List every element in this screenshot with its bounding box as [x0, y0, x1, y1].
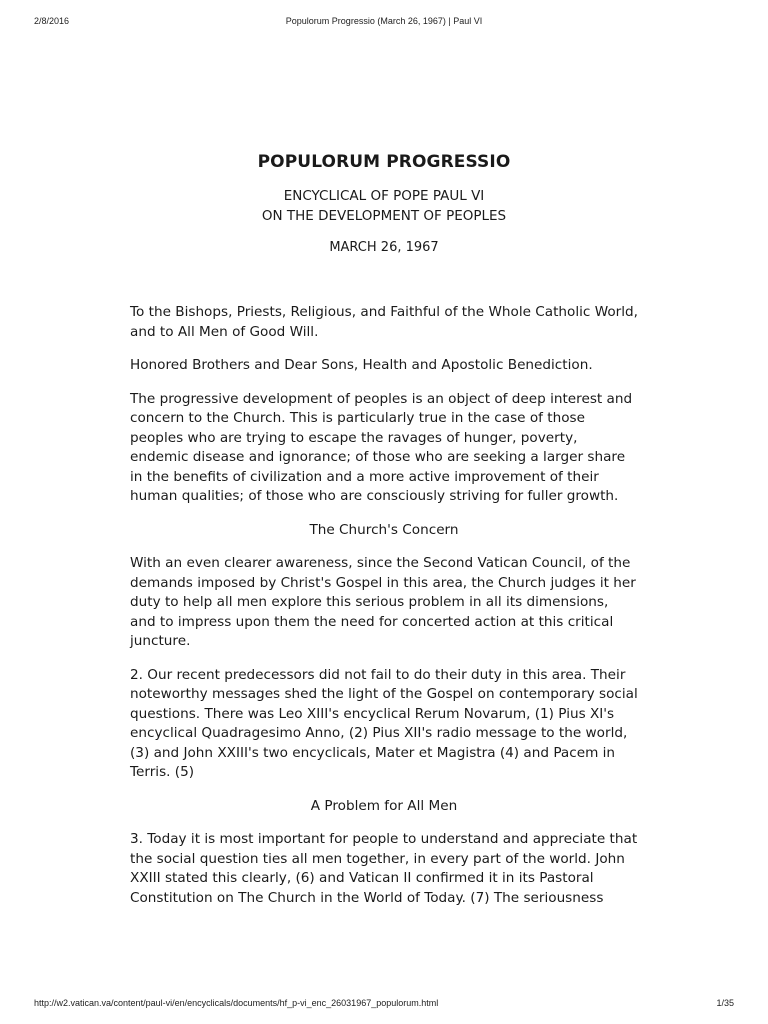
- print-page-title: Populorum Progressio (March 26, 1967) | Paul VI: [285, 16, 483, 26]
- address-paragraph: To the Bishops, Priests, Religious, and Faithful of the Whole Catholic World, and to All Men of Good Will.: [130, 304, 638, 340]
- print-header: [34, 16, 734, 30]
- print-url: http://w2.vatican.va/content/paul-vi/en/encyclicals/documents/hf_p-vi_enc_26031967_populorum.html: [34, 998, 439, 1008]
- greeting-paragraph: Honored Brothers and Dear Sons, Health and Apostolic Benediction.: [130, 357, 593, 373]
- print-date: 2/8/2016: [34, 16, 70, 26]
- paragraph-1: With an even clearer awareness, since the Second Vatican Council, of the demands imposed by Christ's Gospel in this area, the Church judges it her duty to help all men explore this serious problem in all its dimensions, and to impress upon them the need for concerted action at this critical juncture.: [130, 555, 636, 649]
- paragraph-2: 2. Our recent predecessors did not fail to do their duty in this area. Their noteworthy messages shed the light of the Gospel on contemporary social questions. There was Leo XIII's encyclical Rerum Novarum, (1) Pius XI's encyclical Quadragesimo Anno, (2) Pius XII's radio message to the world, (3) and John XXIII's two encyclicals, Mater et Magistra (4) and Pacem in Terris. (5): [130, 666, 638, 780]
- subtitle-line-2: ON THE DEVELOPMENT OF PEOPLES: [261, 208, 507, 224]
- paragraph-3: 3. Today it is most important for people to understand and appreciate that the social question ties all men together, in every part of the world. John XXIII stated this clearly, (6) and Vatican II confirmed it in its Pastoral Constitution on The Church in the World of Today. (7) The seriousness: [130, 831, 638, 906]
- intro-paragraph: The progressive development of peoples is an object of deep interest and concern to the Church. This is particularly true in the case of those peoples who are trying to escape the ravages of hunger, poverty, endemic disease and ignorance; of those who are seeking a larger share in the benefits of civilization and a more active improvement of their human qualities; of those who are consciously striving for fuller growth.: [130, 390, 633, 504]
- section-heading-problem-for-all-men: A Problem for All Men: [310, 797, 458, 814]
- page-number: 1/35: [716, 998, 734, 1008]
- document-date: MARCH 26, 1967: [329, 240, 439, 255]
- print-footer: [34, 998, 734, 1012]
- document-subtitle: [130, 186, 638, 226]
- document-body: [130, 152, 638, 922]
- section-heading-churchs-concern: The Church's Concern: [309, 521, 459, 538]
- subtitle-line-1: ENCYCLICAL OF POPE PAUL VI: [283, 188, 485, 204]
- document-title: POPULORUM PROGRESSIO: [257, 152, 511, 172]
- body-text: [130, 303, 638, 908]
